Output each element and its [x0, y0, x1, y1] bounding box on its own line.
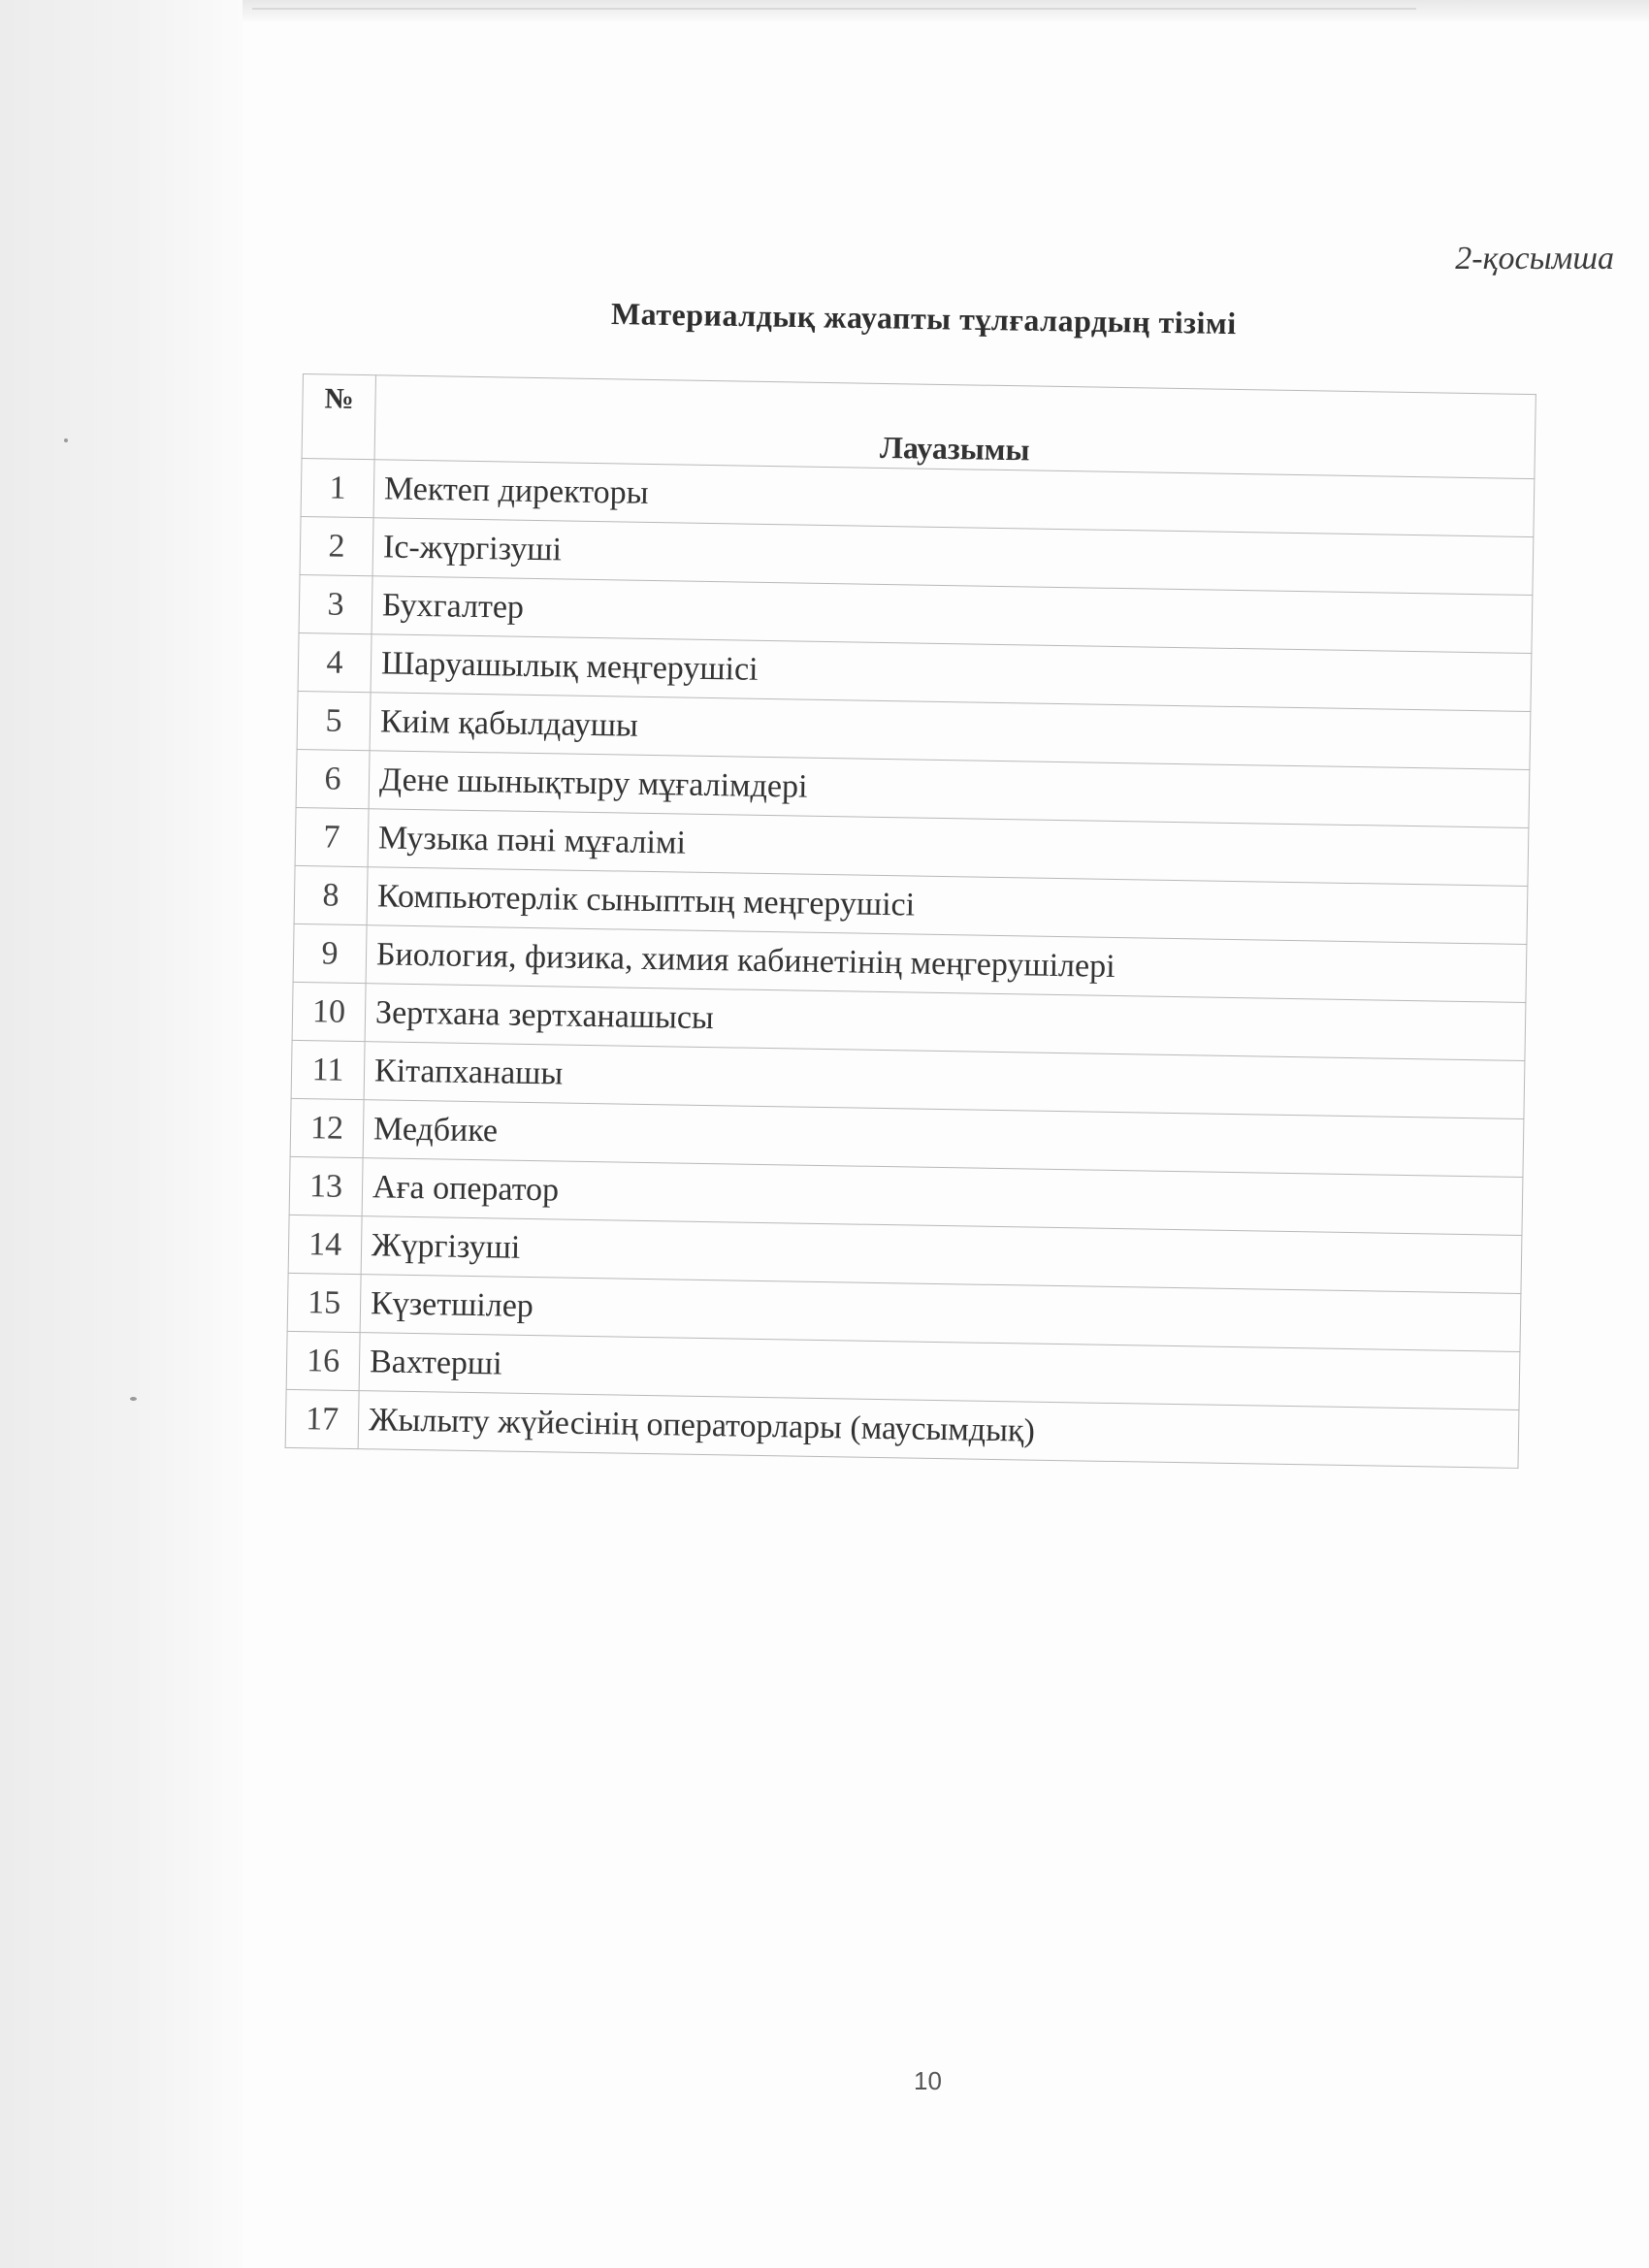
- positions-table: [285, 373, 1536, 1469]
- row-number: 10: [292, 982, 366, 1041]
- row-number: 12: [290, 1098, 364, 1157]
- row-number: 9: [293, 923, 367, 983]
- page-number: 10: [914, 2066, 942, 2095]
- row-number: 11: [291, 1040, 365, 1099]
- scan-speck: [64, 438, 68, 442]
- appendix-label: 2-қосымша: [1455, 241, 1614, 276]
- scan-speck: [130, 1397, 137, 1401]
- row-position: Кітапханашы: [364, 1042, 1525, 1119]
- row-position: Медбике: [363, 1100, 1524, 1178]
- row-number: 2: [300, 516, 373, 575]
- row-position: Мектеп директоры: [373, 460, 1535, 537]
- row-number: 8: [294, 865, 368, 924]
- row-number: 3: [299, 574, 372, 633]
- row-position: Зертхана зертханашысы: [365, 984, 1526, 1061]
- scan-margin-shadow: [0, 0, 242, 2268]
- document-page: [242, 0, 1649, 2268]
- row-number: 7: [295, 807, 369, 866]
- row-position: Киім қабылдаушы: [370, 693, 1531, 770]
- row-number: 15: [287, 1273, 361, 1332]
- row-position: Дене шынықтыру мұғалімдері: [369, 751, 1530, 828]
- row-number: 6: [296, 749, 370, 808]
- row-position: Музыка пәні мұғалімі: [368, 809, 1529, 887]
- row-number: 1: [301, 458, 374, 517]
- row-position: Жылыту жүйесінің операторлары (маусымдық): [358, 1391, 1519, 1469]
- row-position: Вахтерші: [359, 1333, 1520, 1410]
- header-position: Лауазымы: [374, 375, 1536, 479]
- row-position: Іс-жүргізуші: [372, 518, 1534, 596]
- row-number: 16: [286, 1331, 360, 1390]
- row-number: 14: [288, 1215, 362, 1274]
- row-number: 5: [297, 691, 371, 750]
- row-position: Күзетшілер: [360, 1275, 1521, 1352]
- row-position: Аға оператор: [362, 1158, 1523, 1236]
- row-position: Жүргізуші: [361, 1216, 1522, 1294]
- header-number: №: [302, 374, 375, 460]
- positions-table-container: [285, 373, 1536, 1469]
- row-position: Биология, физика, химия кабинетінің меңгерушілері: [366, 925, 1527, 1003]
- row-number: 4: [298, 632, 372, 692]
- row-position: Шаруашылық меңгерушісі: [371, 634, 1532, 712]
- row-position: Бухгалтер: [372, 576, 1533, 654]
- document-title: Материалдық жауапты тұлғалардың тізімі: [610, 296, 1237, 341]
- row-position: Компьютерлік сыныптың меңгерушісі: [367, 867, 1528, 945]
- row-number: 13: [289, 1156, 363, 1215]
- row-number: 17: [285, 1389, 359, 1448]
